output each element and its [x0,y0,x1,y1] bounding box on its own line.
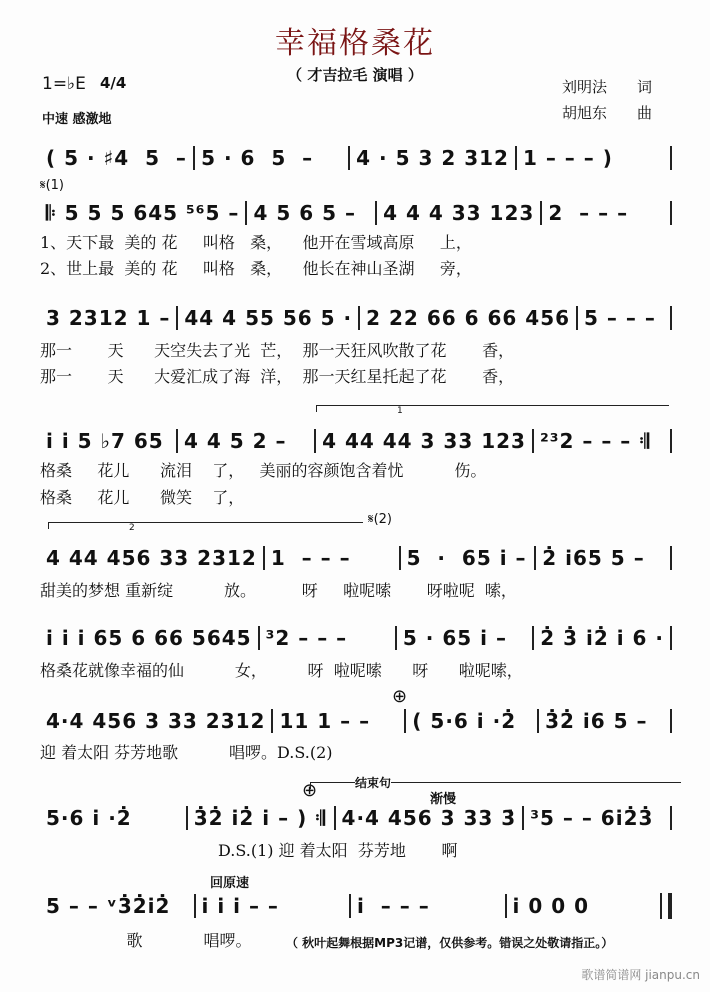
lyrics-line: 迎 着太阳 芬芳地歌 唱啰。D.S.(2) [40,743,333,762]
measure: 5 – – – [584,306,656,330]
key: 1=♭E [42,74,86,94]
measure: 11 1 – – [279,709,371,733]
measure: 4 · 5 3 2 312 [356,146,509,170]
lyrics-line: 1、天下最 美的 花 叫格 桑， 他开在雪域高原 上， [40,233,472,252]
measure: 2̇ 3̇ i̇2̇ i̇ 6 · [540,626,665,650]
time-signature: 4/4 [100,74,127,92]
lyrics-line: 格桑 花儿 流泪 了， 美丽的容颜饱含着忧 伤。 [40,461,487,480]
barline [670,306,672,330]
lyrics-line: 甜美的梦想 重新绽 放。 呀 啦呢嗦 呀啦呢 嗦， [40,581,517,600]
measure: 44 4 55 56 5 · [184,306,353,330]
staff-line-8 [40,805,672,831]
a-tempo-label: 回原速 [210,876,250,891]
staff-line-6 [40,625,672,651]
measure: ( 5 · ♯4 5 – [46,146,187,170]
tempo: 中速 感激地 [42,112,112,127]
measure: 4 44 44 3 33 123 [322,429,526,453]
staff-line-7 [40,708,672,734]
barline [670,626,672,650]
volta-1-label: 1 [397,406,403,416]
barline [670,806,672,830]
measure: 4 4 5 2 – [184,429,287,453]
measure: i̇ i̇ i̇ – – [201,894,279,918]
coda-icon: ⊕ [392,686,408,707]
ending-label: 结束句 [355,776,392,790]
barline [670,201,672,225]
song-title: 幸福格桑花 [275,26,435,61]
measure: 3̇2̇ i̇2̇ i̇ – ) 𝄇 [193,806,326,830]
measure: i̇ i̇ 5 ♭7 65 [46,429,164,453]
lyrics-line: 格桑花就像幸福的仙 女， 呀 啦呢嗦 呀 啦呢嗦， [40,661,523,680]
measure: 5 · 65 i̇ – [406,546,527,570]
measure: ( 5·6 i̇ ·2̇ [412,709,517,733]
measure: 5 · 65 i̇ – [402,626,507,650]
measure: ³5 – – 6i̇2̇3̇ [530,806,654,830]
segno-1: 𝄋(1) [40,178,65,193]
staff-line-3 [40,305,672,331]
measure: 1 – – – ) [522,146,613,170]
lyrics-line: 2、世上最 美的 花 叫格 桑， 他长在神山圣湖 旁， [40,259,472,278]
measure: i̇ i̇ i̇ 65 6 66 5645 [46,626,252,650]
volta-1 [316,405,669,416]
measure: 1 – – – [270,546,351,570]
transcriber-note: （ 秋叶起舞根据MP3记谱，仅供参考。错误之处敬请指正。） [286,936,614,950]
measure: 5 · 6 5 – [201,146,314,170]
staff-line-1 [40,145,672,171]
segno-2: 𝄋(2) [368,512,393,527]
barline [670,546,672,570]
ending-bracket [310,776,681,790]
lyrics-line: D.S.(1) 迎 着太阳 芬芳地 啊 [40,841,458,860]
measure: 2 22 66 6 66 456 [366,306,571,330]
measure: 2̇ i̇65 5 – [542,546,645,570]
measure: 4·4 456 3 33 2312 [46,709,266,733]
measure: i̇ – – – [357,894,430,918]
lyrics-line: 格桑 花儿 微笑 了， [40,488,245,507]
staff-line-4 [40,428,672,454]
barline [670,429,672,453]
barline [670,146,672,170]
lyrics-line: 歌 唱啰。 [40,931,252,950]
performer: （ 才吉拉毛 演唱 ） [287,66,423,84]
coda-icon-2: ⊕ [302,780,318,801]
measure: 3̇2̇ i̇6 5 – [545,709,648,733]
measure: 5 – – ᵛ3̇2̇i̇2̇ [46,894,171,918]
measure: ²³2 – – – 𝄇 [539,429,650,453]
measure: 4·4 456 3 33 3̇ [341,806,517,830]
measure: 3 2312 1 – [46,306,171,330]
barline [670,709,672,733]
barline [660,893,672,919]
volta-2 [48,522,363,533]
measure: 2 – – – [548,201,629,225]
composer: 胡旭东 曲 [562,104,653,122]
rit-label: 渐慢 [430,792,457,807]
lyrics-line: 那一 天 大爱汇成了海 洋， 那一天红星托起了花 香， [40,367,515,386]
measure: i̇ 0 0 0 [512,894,589,918]
lyricist: 刘明法 词 [562,78,653,96]
watermark: 歌谱简谱网 jianpu.cn [581,968,700,982]
staff-line-5 [40,545,672,571]
lyrics-line: 那一 天 天空失去了光 芒， 那一天狂风吹散了花 香， [40,341,515,360]
staff-line-2 [40,200,672,226]
staff-line-9 [40,893,672,919]
measure: 4 4 4 33 123 [383,201,535,225]
measure: 4 5 6 5 – [253,201,356,225]
measure: 𝄆 5 5 5 645 ⁵⁶5 – [46,201,240,225]
measure: 5·6 i̇ ·2̇ [46,806,132,830]
volta-2-label: 2 [129,523,135,533]
measure: 4 44 456 33 2312 [46,546,257,570]
measure: ³2 – – – [265,626,348,650]
